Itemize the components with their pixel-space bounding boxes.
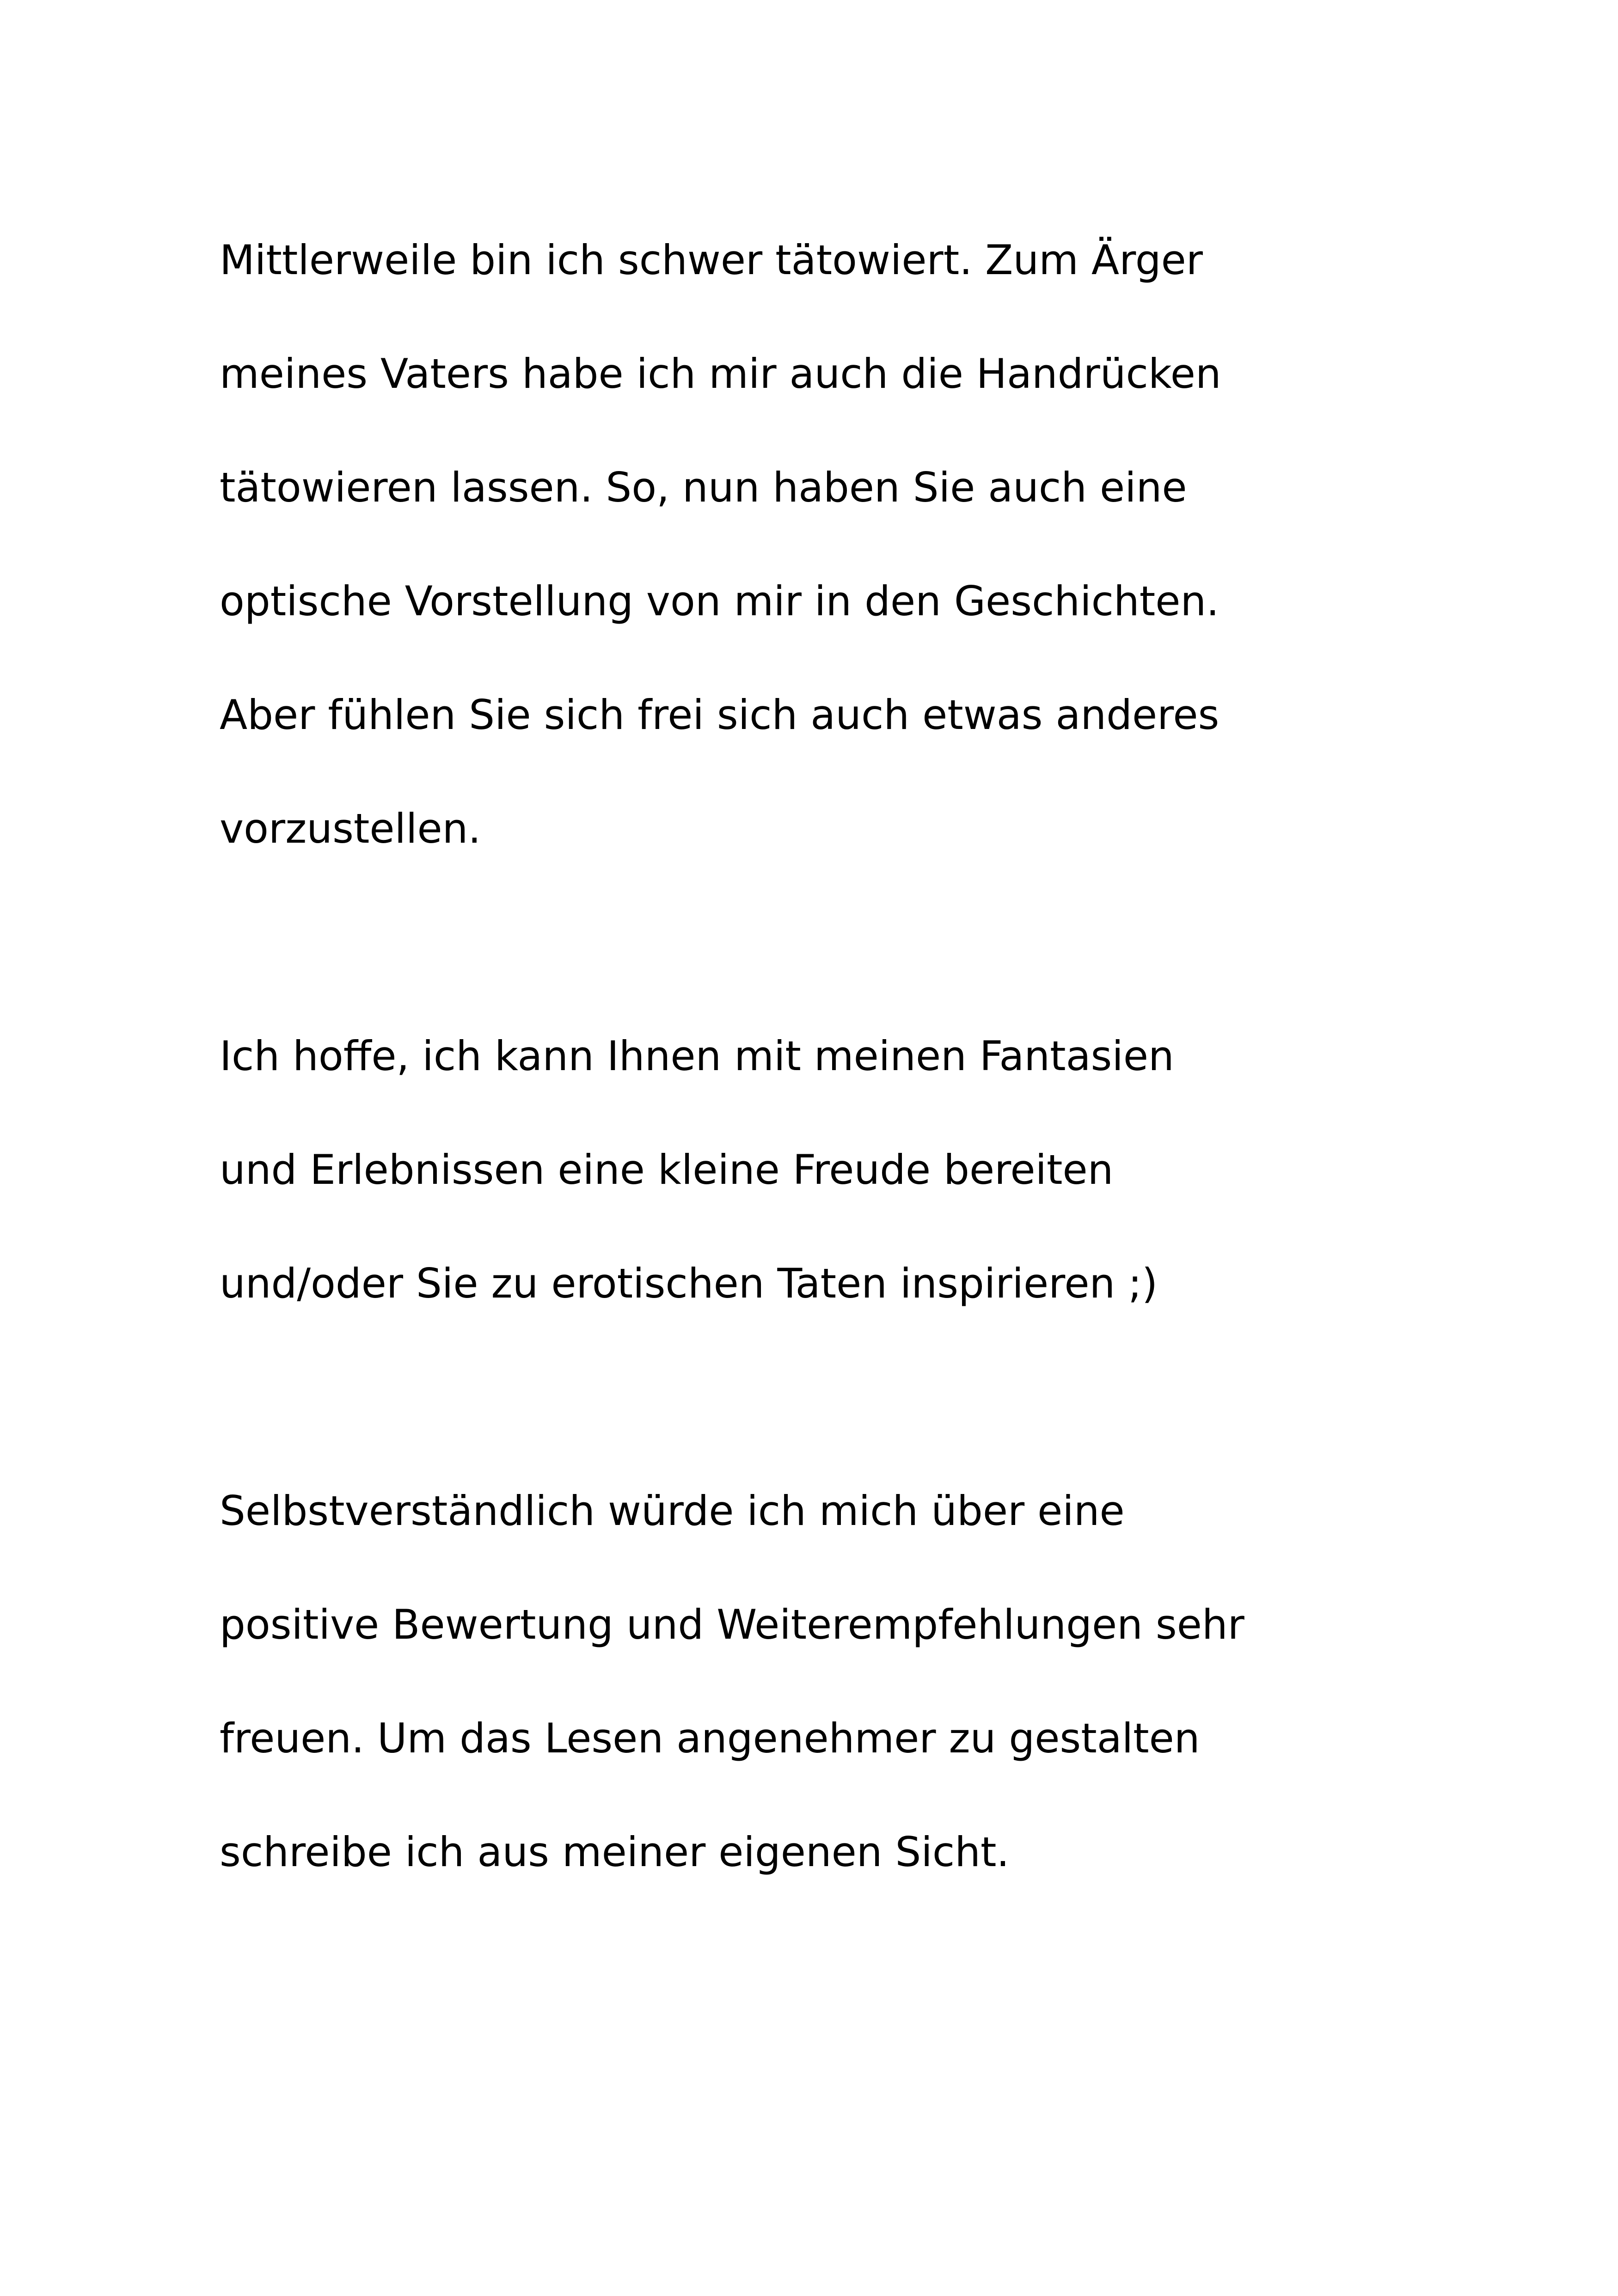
text-line: und/oder Sie zu erotischen Taten inspirieren ;) — [220, 1260, 1158, 1307]
text-line: schreibe ich aus meiner eigenen Sicht. — [220, 1828, 1010, 1876]
text-line: Ich hoffe, ich kann Ihnen mit meinen Fantasien — [220, 1032, 1174, 1080]
text-line: Aber fühlen Sie sich frei sich auch etwas anderes — [220, 691, 1220, 739]
text-line: tätowieren lassen. So, nun haben Sie auch eine — [220, 464, 1187, 511]
text-line: freuen. Um das Lesen angenehmer zu gestalten — [220, 1714, 1200, 1762]
text-line: optische Vorstellung von mir in den Geschichten. — [220, 577, 1220, 625]
paragraph-spacer — [220, 1341, 1468, 1454]
paragraph-rating — [220, 1454, 1468, 1909]
paragraph-spacer — [220, 886, 1468, 999]
text-line: vorzustellen. — [220, 805, 481, 852]
text-line: und Erlebnissen eine kleine Freude bereiten — [220, 1146, 1114, 1194]
paragraph-tattoo — [220, 203, 1468, 886]
paragraph-hope — [220, 999, 1468, 1341]
text-line: meines Vaters habe ich mir auch die Handrücken — [220, 350, 1221, 398]
text-line: Selbstverständlich würde ich mich über eine — [220, 1487, 1125, 1535]
text-line: Mittlerweile bin ich schwer tätowiert. Zum Ärger — [220, 236, 1203, 284]
text-body — [220, 203, 1468, 1909]
text-line: positive Bewertung und Weiterempfehlungen sehr — [220, 1601, 1244, 1648]
